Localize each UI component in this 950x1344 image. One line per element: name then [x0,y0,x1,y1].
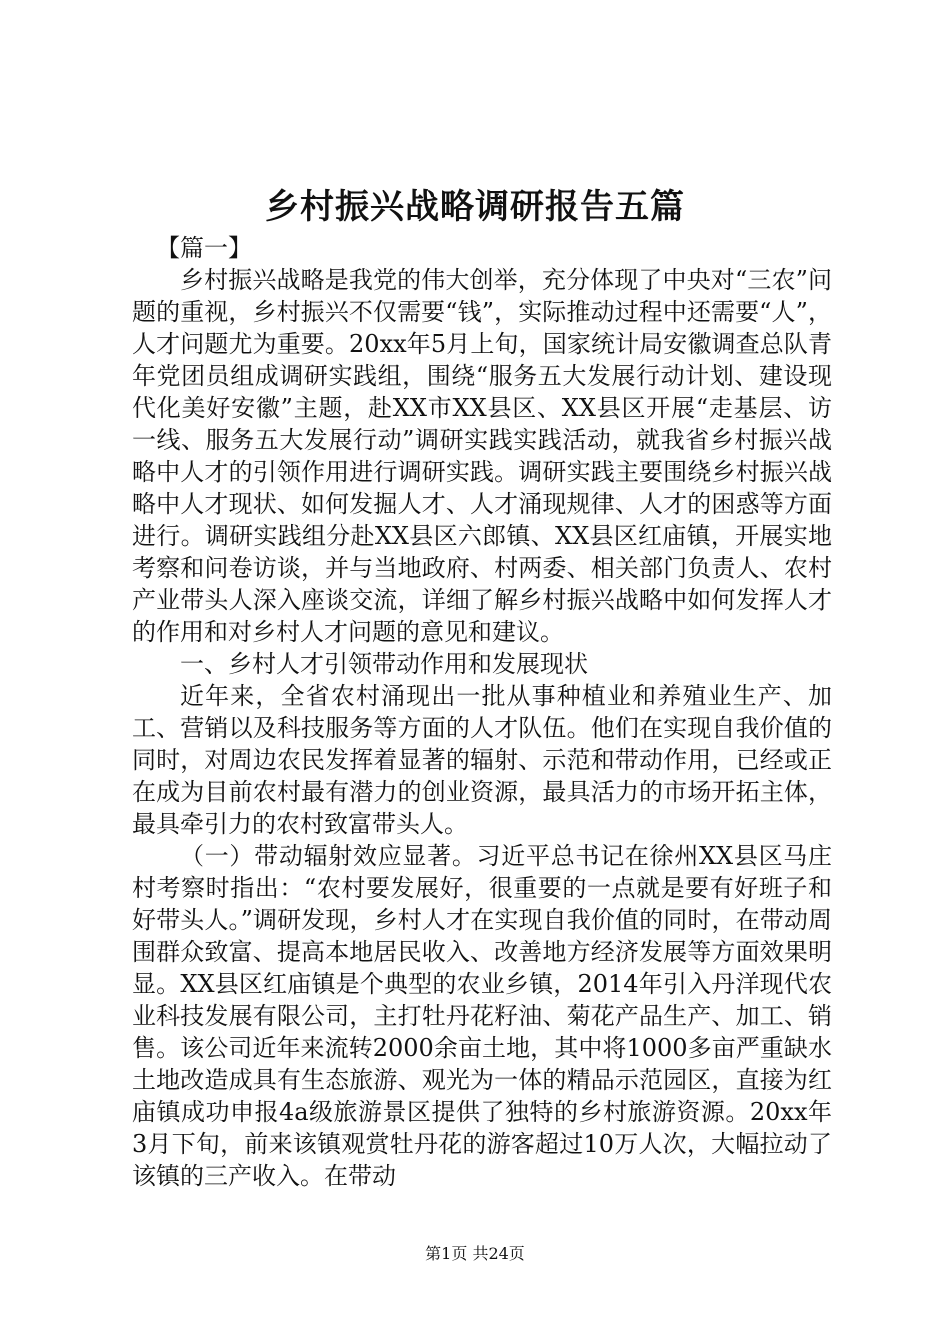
section-label: 【篇一】 [156,234,252,262]
paragraph-intro: 乡村振兴战略是我党的伟大创举，充分体现了中央对“三农”问题的重视，乡村振兴不仅需要“钱”，实际推动过程中还需要“人”，人才问题尤为重要。20xx年5月上旬，国家统计局安徽调查总队青年党团员组成调研实践组，围绕“服务五大发展行动计划、建设现代化美好安徽”主题，赴XX市XX县区、XX县区开展“走基层、访一线、服务五大发展行动”调研实践实践活动，就我省乡村振兴战略中人才的引领作用进行调研实践。调研实践主要围绕乡村振兴战略中人才现状、如何发掘人才、人才涌现规律、人才的困惑等方面进行。调研实践组分赴XX县区六郎镇、XX县区红庙镇，开展实地考察和问卷访谈，并与当地政府、村两委、相关部门负责人、农村产业带头人深入座谈交流，详细了解乡村振兴战略中如何发挥人才的作用和对乡村人才问题的意见和建议。 [132,266,832,646]
page-footer: 第1页 共24页 [425,1244,525,1263]
paragraph-status: 近年来，全省农村涌现出一批从事种植业和养殖业生产、加工、营销以及科技服务等方面的人才队伍。他们在实现自我价值的同时，对周边农民发挥着显著的辐射、示范和带动作用，已经或正在成为目前农村最有潜力的创业资源，最具活力的市场开拓主体，最具牵引力的农村致富带头人。 [132,682,832,838]
paragraph-subsection-1: （一）带动辐射效应显著。习近平总书记在徐州XX县区马庄村考察时指出：“农村要发展好，很重要的一点就是要有好班子和好带头人。”调研发现，乡村人才在实现自我价值的同时，在带动周围群众致富、提高本地居民收入、改善地方经济发展等方面效果明显。XX县区红庙镇是个典型的农业乡镇，2014年引入丹洋现代农业科技发展有限公司，主打牡丹花籽油、菊花产品生产、加工、销售。该公司近年来流转2000余亩土地，其中将1000多亩严重缺水土地改造成具有生态旅游、观光为一体的精品示范园区，直接为红庙镇成功申报4a级旅游景区提供了独特的乡村旅游资源。20xx年3月下旬，前来该镇观赏牡丹花的游客超过10万人次，大幅拉动了该镇的三产收入。在带动 [132,842,832,1190]
section-heading: 一、乡村人才引领带动作用和发展现状 [180,650,588,678]
document-body [132,232,832,1192]
document-title: 乡村振兴战略调研报告五篇 [265,187,685,227]
